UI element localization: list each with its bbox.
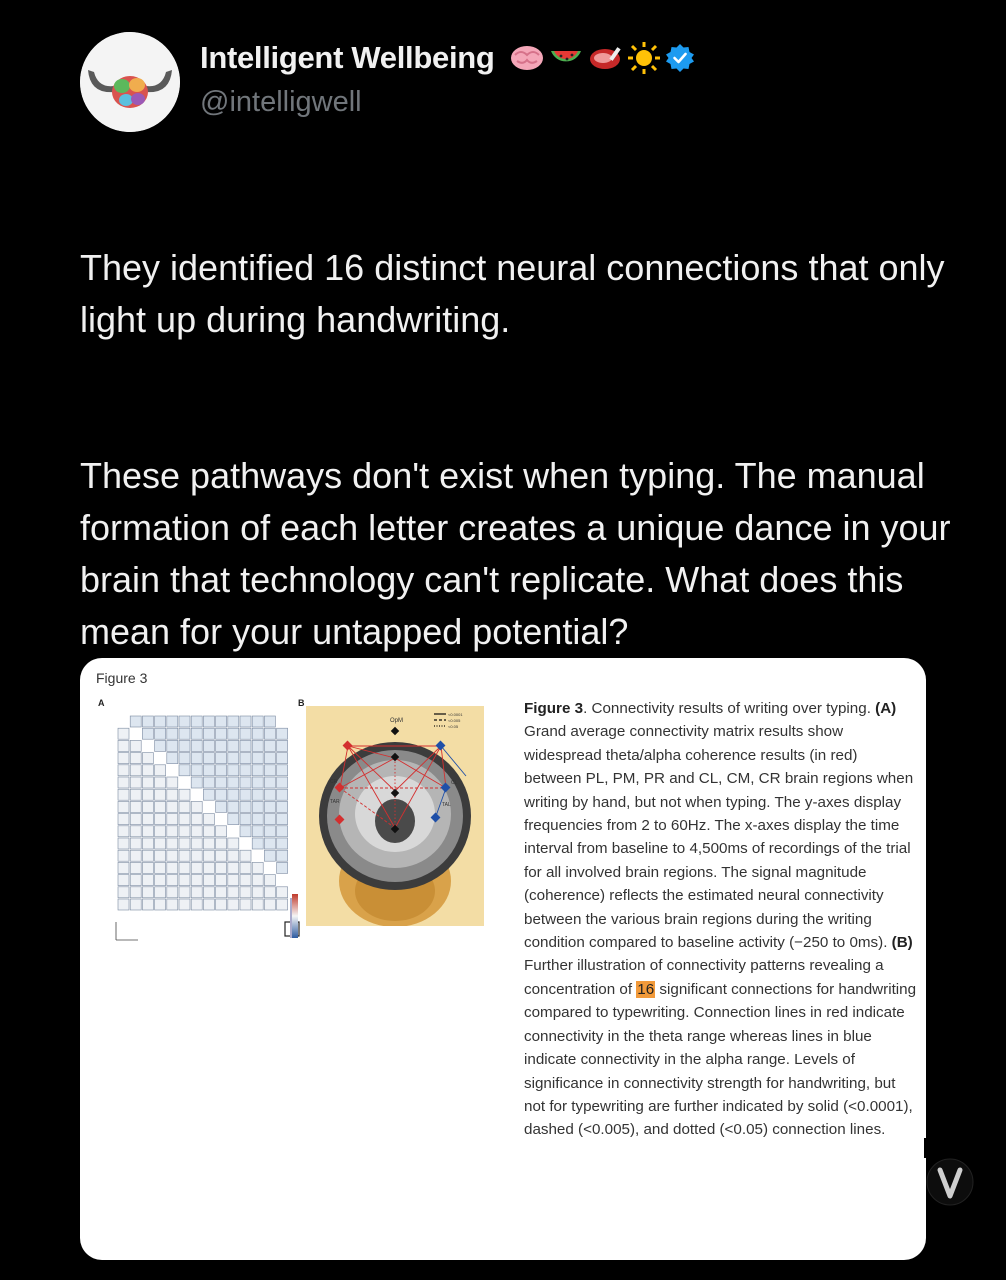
matrix-cell bbox=[240, 862, 251, 873]
matrix-cell bbox=[264, 728, 275, 739]
matrix-cell bbox=[252, 716, 263, 727]
matrix-cell bbox=[167, 716, 178, 727]
matrix-cell bbox=[179, 716, 190, 727]
matrix-cell bbox=[264, 838, 275, 849]
matrix-cell bbox=[118, 789, 129, 800]
matrix-cell bbox=[216, 716, 227, 727]
matrix-cell bbox=[240, 801, 251, 812]
matrix-cell bbox=[155, 814, 166, 825]
matrix-cell bbox=[216, 740, 227, 751]
brain-label-cr: CR bbox=[330, 779, 338, 785]
tweet-paragraph-1: They identified 16 distinct neural connections that only light up during handwriting. bbox=[80, 247, 945, 340]
matrix-cell bbox=[155, 801, 166, 812]
matrix-cell bbox=[252, 753, 263, 764]
matrix-cell bbox=[155, 728, 166, 739]
matrix-cell bbox=[118, 777, 129, 788]
matrix-cell bbox=[142, 875, 153, 886]
connectivity-matrix bbox=[110, 708, 310, 948]
matrix-cell bbox=[216, 862, 227, 873]
matrix-cell bbox=[118, 814, 129, 825]
matrix-cell bbox=[252, 777, 263, 788]
matrix-cell bbox=[167, 850, 178, 861]
matrix-cell bbox=[203, 765, 214, 776]
matrix-cell bbox=[118, 887, 129, 898]
caption-b-label: (B) bbox=[891, 934, 913, 952]
matrix-cell bbox=[155, 740, 166, 751]
legend-solid-label: <0.0001 bbox=[448, 712, 463, 717]
matrix-cell bbox=[277, 899, 288, 910]
matrix-cell bbox=[277, 814, 288, 825]
matrix-cell bbox=[240, 777, 251, 788]
matrix-cell bbox=[216, 826, 227, 837]
matrix-cell bbox=[142, 899, 153, 910]
matrix-cell bbox=[179, 899, 190, 910]
matrix-cell bbox=[252, 801, 263, 812]
matrix-cell bbox=[179, 801, 190, 812]
matrix-cell bbox=[228, 887, 239, 898]
matrix-cell bbox=[155, 716, 166, 727]
matrix-cell bbox=[155, 777, 166, 788]
matrix-cell bbox=[228, 740, 239, 751]
brain-label-tar: TAR bbox=[330, 799, 340, 805]
matrix-cell bbox=[130, 826, 141, 837]
brain-horns-logo-icon bbox=[80, 32, 180, 132]
matrix-cell bbox=[167, 777, 178, 788]
matrix-cell bbox=[191, 814, 202, 825]
matrix-cell bbox=[228, 838, 239, 849]
matrix-cell bbox=[118, 899, 129, 910]
matrix-cell bbox=[264, 716, 275, 727]
author-handle[interactable]: @intelligwell bbox=[200, 86, 362, 118]
caption-part-2: Grand average connectivity matrix results show widespread theta/alpha coherence results (in red) between PL, PM, PR and CL, CM, CR brain regions when writing by hand, but not when typing. The y-axes display frequencies from 2 to 60Hz. The x-axes display the time interval from baseline to 4,500ms of recordings of the trial for all involved brain regions. The signal magnitude (coherence) reflects the estimated neural connectivity between the various brain regions during the writing condition compared to baseline activity (−250 to 0ms). bbox=[524, 723, 914, 952]
matrix-cell bbox=[252, 875, 263, 886]
watermark-logo-icon bbox=[920, 1138, 976, 1210]
matrix-cell bbox=[167, 862, 178, 873]
matrix-cell bbox=[203, 850, 214, 861]
brain-connectivity-panel bbox=[306, 706, 484, 926]
matrix-cell bbox=[216, 728, 227, 739]
matrix-cell bbox=[216, 887, 227, 898]
matrix-cell bbox=[252, 899, 263, 910]
matrix-cell bbox=[240, 899, 251, 910]
matrix-cell bbox=[203, 716, 214, 727]
matrix-cell bbox=[264, 789, 275, 800]
matrix-cell bbox=[228, 777, 239, 788]
matrix-cell bbox=[155, 862, 166, 873]
matrix-cell bbox=[142, 765, 153, 776]
matrix-cell bbox=[216, 850, 227, 861]
matrix-cell bbox=[228, 814, 239, 825]
matrix-cell bbox=[167, 887, 178, 898]
matrix-cell bbox=[264, 875, 275, 886]
matrix-cell bbox=[277, 887, 288, 898]
matrix-cell bbox=[240, 814, 251, 825]
matrix-cell bbox=[179, 814, 190, 825]
matrix-cell bbox=[167, 740, 178, 751]
matrix-cell bbox=[264, 887, 275, 898]
matrix-cell bbox=[277, 789, 288, 800]
matrix-cell bbox=[240, 826, 251, 837]
brain-label-top: OpM bbox=[390, 718, 404, 724]
matrix-cell bbox=[130, 838, 141, 849]
matrix-cell bbox=[228, 862, 239, 873]
figure-image-card[interactable] bbox=[80, 658, 926, 1260]
watermark-badge bbox=[920, 1138, 976, 1215]
sun-icon bbox=[627, 41, 661, 75]
matrix-cell bbox=[203, 777, 214, 788]
matrix-cell bbox=[142, 862, 153, 873]
matrix-cell bbox=[179, 862, 190, 873]
matrix-cell bbox=[216, 753, 227, 764]
matrix-cell bbox=[191, 801, 202, 812]
matrix-cell bbox=[155, 875, 166, 886]
matrix-cell bbox=[277, 838, 288, 849]
matrix-cell bbox=[252, 826, 263, 837]
matrix-cell bbox=[130, 887, 141, 898]
matrix-cell bbox=[264, 753, 275, 764]
matrix-cell bbox=[179, 875, 190, 886]
matrix-cell bbox=[179, 765, 190, 776]
matrix-cell bbox=[216, 777, 227, 788]
matrix-cell bbox=[240, 716, 251, 727]
matrix-cell bbox=[216, 838, 227, 849]
matrix-cell bbox=[167, 801, 178, 812]
matrix-cell bbox=[191, 862, 202, 873]
matrix-cell bbox=[203, 814, 214, 825]
display-name[interactable]: Intelligent Wellbeing bbox=[200, 40, 495, 75]
matrix-cell bbox=[191, 765, 202, 776]
matrix-cell bbox=[155, 850, 166, 861]
matrix-cell bbox=[130, 850, 141, 861]
matrix-cell bbox=[252, 862, 263, 873]
verified-badge-icon[interactable] bbox=[665, 43, 695, 73]
matrix-cell bbox=[240, 850, 251, 861]
matrix-cell bbox=[252, 728, 263, 739]
matrix-cell bbox=[240, 789, 251, 800]
caption-part-4: significant connections for handwriting compared to typewriting. Connection lines in red indicate connectivity in the theta range whereas lines in blue indicate connectivity in the alpha range. Levels of significance in connectivity strength for handwriting, but not for typewriting are further indicated by solid (<0.0001), dashed (<0.005), and dotted (<0.05) connection lines. bbox=[524, 980, 917, 1139]
matrix-cell bbox=[191, 850, 202, 861]
matrix-cell bbox=[118, 753, 129, 764]
matrix-cell bbox=[277, 765, 288, 776]
matrix-cell bbox=[252, 789, 263, 800]
matrix-cell bbox=[264, 801, 275, 812]
matrix-cell bbox=[179, 838, 190, 849]
matrix-cell bbox=[155, 765, 166, 776]
matrix-cell bbox=[277, 728, 288, 739]
matrix-cell bbox=[228, 899, 239, 910]
matrix-cell bbox=[228, 789, 239, 800]
matrix-cell bbox=[155, 887, 166, 898]
matrix-cell bbox=[203, 887, 214, 898]
colorbar bbox=[292, 894, 302, 944]
brain-icon bbox=[509, 43, 545, 73]
matrix-cell bbox=[277, 777, 288, 788]
matrix-cell bbox=[264, 826, 275, 837]
brain-scan-diagram bbox=[306, 706, 484, 926]
matrix-cell bbox=[240, 753, 251, 764]
matrix-cell bbox=[142, 826, 153, 837]
matrix-cell bbox=[191, 728, 202, 739]
matrix-cell bbox=[228, 716, 239, 727]
matrix-cell bbox=[191, 887, 202, 898]
matrix-cell bbox=[252, 814, 263, 825]
matrix-cell bbox=[264, 899, 275, 910]
matrix-cell bbox=[252, 838, 263, 849]
matrix-cell bbox=[191, 826, 202, 837]
caption-part-1: . Connectivity results of writing over typing. bbox=[583, 700, 876, 717]
matrix-cell bbox=[179, 826, 190, 837]
matrix-cell bbox=[228, 753, 239, 764]
panel-b-label: B bbox=[298, 698, 305, 708]
matrix-cell bbox=[228, 801, 239, 812]
matrix-cell bbox=[179, 728, 190, 739]
matrix-cell bbox=[216, 765, 227, 776]
matrix-cell bbox=[167, 838, 178, 849]
matrix-cell bbox=[118, 826, 129, 837]
matrix-cell bbox=[142, 801, 153, 812]
matrix-cell bbox=[277, 753, 288, 764]
caption-highlight: 16 bbox=[637, 980, 655, 998]
matrix-cell bbox=[142, 814, 153, 825]
matrix-cell bbox=[118, 801, 129, 812]
matrix-cell bbox=[142, 716, 153, 727]
matrix-cell bbox=[228, 765, 239, 776]
matrix-cell bbox=[130, 753, 141, 764]
matrix-cell bbox=[203, 899, 214, 910]
matrix-cell bbox=[264, 740, 275, 751]
matrix-cell bbox=[203, 875, 214, 886]
matrix-cell bbox=[216, 875, 227, 886]
tweet-body bbox=[80, 190, 960, 710]
matrix-cell bbox=[167, 789, 178, 800]
matrix-cell bbox=[142, 887, 153, 898]
matrix-cell bbox=[277, 826, 288, 837]
matrix-cell bbox=[216, 801, 227, 812]
matrix-cell bbox=[130, 765, 141, 776]
matrix-cell bbox=[118, 765, 129, 776]
matrix-cell bbox=[130, 862, 141, 873]
matrix-cell bbox=[203, 740, 214, 751]
matrix-cell bbox=[167, 875, 178, 886]
matrix-cell bbox=[118, 850, 129, 861]
matrix-cell bbox=[142, 753, 153, 764]
matrix-cell bbox=[118, 838, 129, 849]
matrix-cell bbox=[167, 753, 178, 764]
matrix-cell bbox=[228, 875, 239, 886]
matrix-cell bbox=[179, 753, 190, 764]
matrix-cell bbox=[191, 875, 202, 886]
matrix-cell bbox=[191, 838, 202, 849]
matrix-cell bbox=[142, 728, 153, 739]
matrix-cell bbox=[203, 753, 214, 764]
matrix-cell bbox=[130, 801, 141, 812]
matrix-cell bbox=[252, 740, 263, 751]
matrix-cell bbox=[203, 789, 214, 800]
caption-label: Figure 3 bbox=[524, 700, 584, 717]
matrix-cell bbox=[118, 862, 129, 873]
matrix-cell bbox=[118, 740, 129, 751]
legend-dotted-label: <0.05 bbox=[448, 724, 459, 729]
matrix-cell bbox=[130, 875, 141, 886]
matrix-cell bbox=[130, 899, 141, 910]
matrix-cell bbox=[264, 850, 275, 861]
matrix-cell bbox=[142, 777, 153, 788]
matrix-cell bbox=[130, 777, 141, 788]
matrix-cell bbox=[191, 753, 202, 764]
matrix-cell bbox=[155, 789, 166, 800]
matrix-cell bbox=[277, 862, 288, 873]
matrix-cell bbox=[240, 875, 251, 886]
matrix-cell bbox=[179, 789, 190, 800]
matrix-cell bbox=[179, 850, 190, 861]
figure-title: Figure 3 bbox=[96, 670, 148, 686]
matrix-cell bbox=[203, 862, 214, 873]
matrix-cell bbox=[191, 716, 202, 727]
matrix-cell bbox=[167, 728, 178, 739]
matrix-cell bbox=[216, 789, 227, 800]
matrix-cell bbox=[203, 838, 214, 849]
matrix-cell bbox=[203, 728, 214, 739]
matrix-cell bbox=[191, 777, 202, 788]
matrix-cell bbox=[118, 728, 129, 739]
author-name-row bbox=[200, 40, 695, 76]
tweet-paragraph-2: These pathways don't exist when typing. The manual formation of each letter creates a unique dance in your brain that technology can't replicate. What does this mean for your untapped potential? bbox=[80, 455, 951, 652]
matrix-cell bbox=[191, 899, 202, 910]
matrix-cell bbox=[155, 838, 166, 849]
emoji-row bbox=[509, 41, 695, 75]
matrix-cell bbox=[130, 716, 141, 727]
matrix-cell bbox=[240, 740, 251, 751]
legend-dashed-label: <0.005 bbox=[448, 718, 461, 723]
matrix-cell bbox=[130, 789, 141, 800]
matrix-cell bbox=[277, 740, 288, 751]
brain-label-cl: CL bbox=[451, 780, 458, 786]
avatar[interactable] bbox=[80, 32, 180, 132]
caption-a-label: (A) bbox=[875, 700, 897, 717]
matrix-cell bbox=[252, 765, 263, 776]
matrix-cell bbox=[228, 850, 239, 861]
brain-label-tal: TAL bbox=[442, 802, 451, 808]
matrix-cell bbox=[179, 740, 190, 751]
matrix-cell bbox=[179, 887, 190, 898]
caption-part-3: Further illustration of connectivity patterns revealing a concentration of bbox=[524, 957, 884, 998]
watermelon-icon bbox=[549, 43, 583, 73]
matrix-cell bbox=[130, 814, 141, 825]
matrix-cell bbox=[240, 887, 251, 898]
matrix-cell bbox=[118, 875, 129, 886]
matrix-cell bbox=[167, 814, 178, 825]
matrix-cell bbox=[252, 887, 263, 898]
matrix-cell bbox=[167, 899, 178, 910]
matrix-cell bbox=[264, 814, 275, 825]
matrix-cell bbox=[155, 899, 166, 910]
matrix-cell bbox=[130, 740, 141, 751]
matrix-cell bbox=[142, 838, 153, 849]
matrix-cell bbox=[216, 899, 227, 910]
matrix-cell bbox=[155, 826, 166, 837]
matrix-cell bbox=[277, 850, 288, 861]
matrix-cell bbox=[142, 850, 153, 861]
matrix-cell bbox=[191, 740, 202, 751]
matrix-cell bbox=[277, 801, 288, 812]
steak-icon bbox=[587, 43, 623, 73]
matrix-cell bbox=[142, 789, 153, 800]
matrix-cell bbox=[167, 826, 178, 837]
matrix-cell bbox=[240, 765, 251, 776]
matrix-cell bbox=[203, 826, 214, 837]
matrix-cell bbox=[264, 777, 275, 788]
figure-caption bbox=[524, 697, 918, 1142]
matrix-cell bbox=[264, 765, 275, 776]
matrix-cell bbox=[240, 728, 251, 739]
matrix-cell bbox=[228, 728, 239, 739]
panel-a-label: A bbox=[98, 698, 105, 708]
